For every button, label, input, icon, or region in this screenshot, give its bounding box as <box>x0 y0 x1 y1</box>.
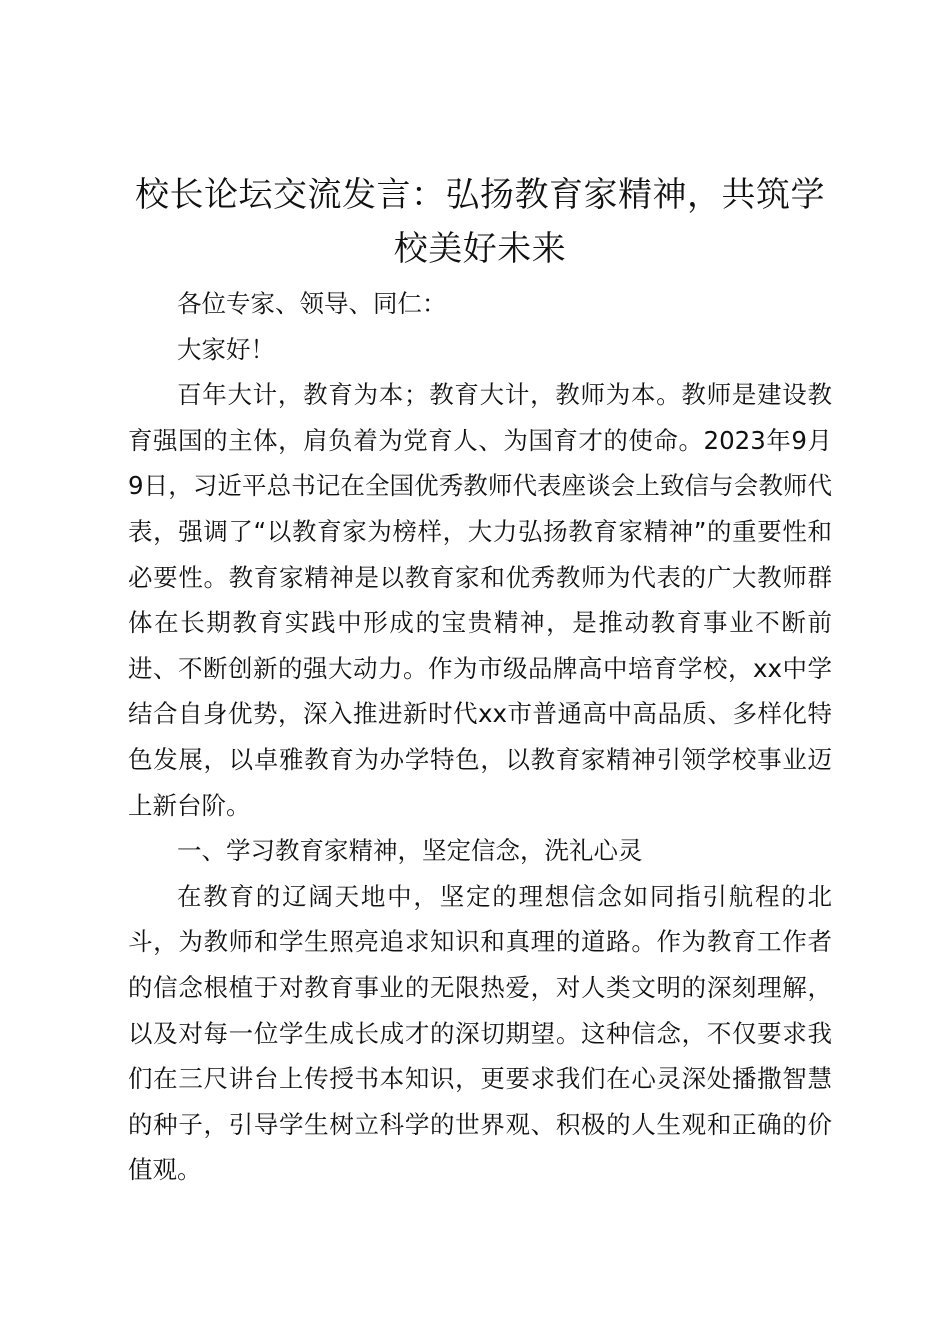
section-paragraph: 在教育的辽阔天地中，坚定的理想信念如同指引航程的北斗，为教师和学生照亮追求知识和真理的道路。作为教育工作者的信念根植于对教育事业的无限热爱，对人类文明的深刻理解，以及对每一位学生成长成才的深切期望。这种信念，不仅要求我们在三尺讲台上传授书本知识，更要求我们在心灵深处播撒智慧的种子，引导学生树立科学的世界观、积极的人生观和正确的价值观。 <box>128 881 832 1185</box>
intro-paragraph: 百年大计，教育为本；教育大计，教师为本。教师是建设教育强国的主体，肩负着为党育人、为国育才的使命。2023年9月9日，习近平总书记在全国优秀教师代表座谈会上致信与会教师代表，强调了“以教育家为榜样，大力弘扬教育家精神”的重要性和必要性。教育家精神是以教育家和优秀教师为代表的广大教师群体在长期教育实践中形成的宝贵精神，是推动教育事业不断前进、不断创新的强大动力。作为市级品牌高中培育学校，xx中学结合自身优势，深入推进新时代xx市普通高中高品质、多样化特色发展，以卓雅教育为办学特色，以教育家精神引领学校事业迈上新台阶。 <box>128 380 832 820</box>
salutation: 各位专家、领导、同仁： <box>177 289 447 318</box>
section-heading: 一、学习教育家精神，坚定信念，洗礼心灵 <box>177 836 643 866</box>
document-title: 校长论坛交流发言：弘扬教育家精神，共筑学校美好未来 <box>135 175 825 269</box>
greeting: 大家好！ <box>177 334 275 364</box>
